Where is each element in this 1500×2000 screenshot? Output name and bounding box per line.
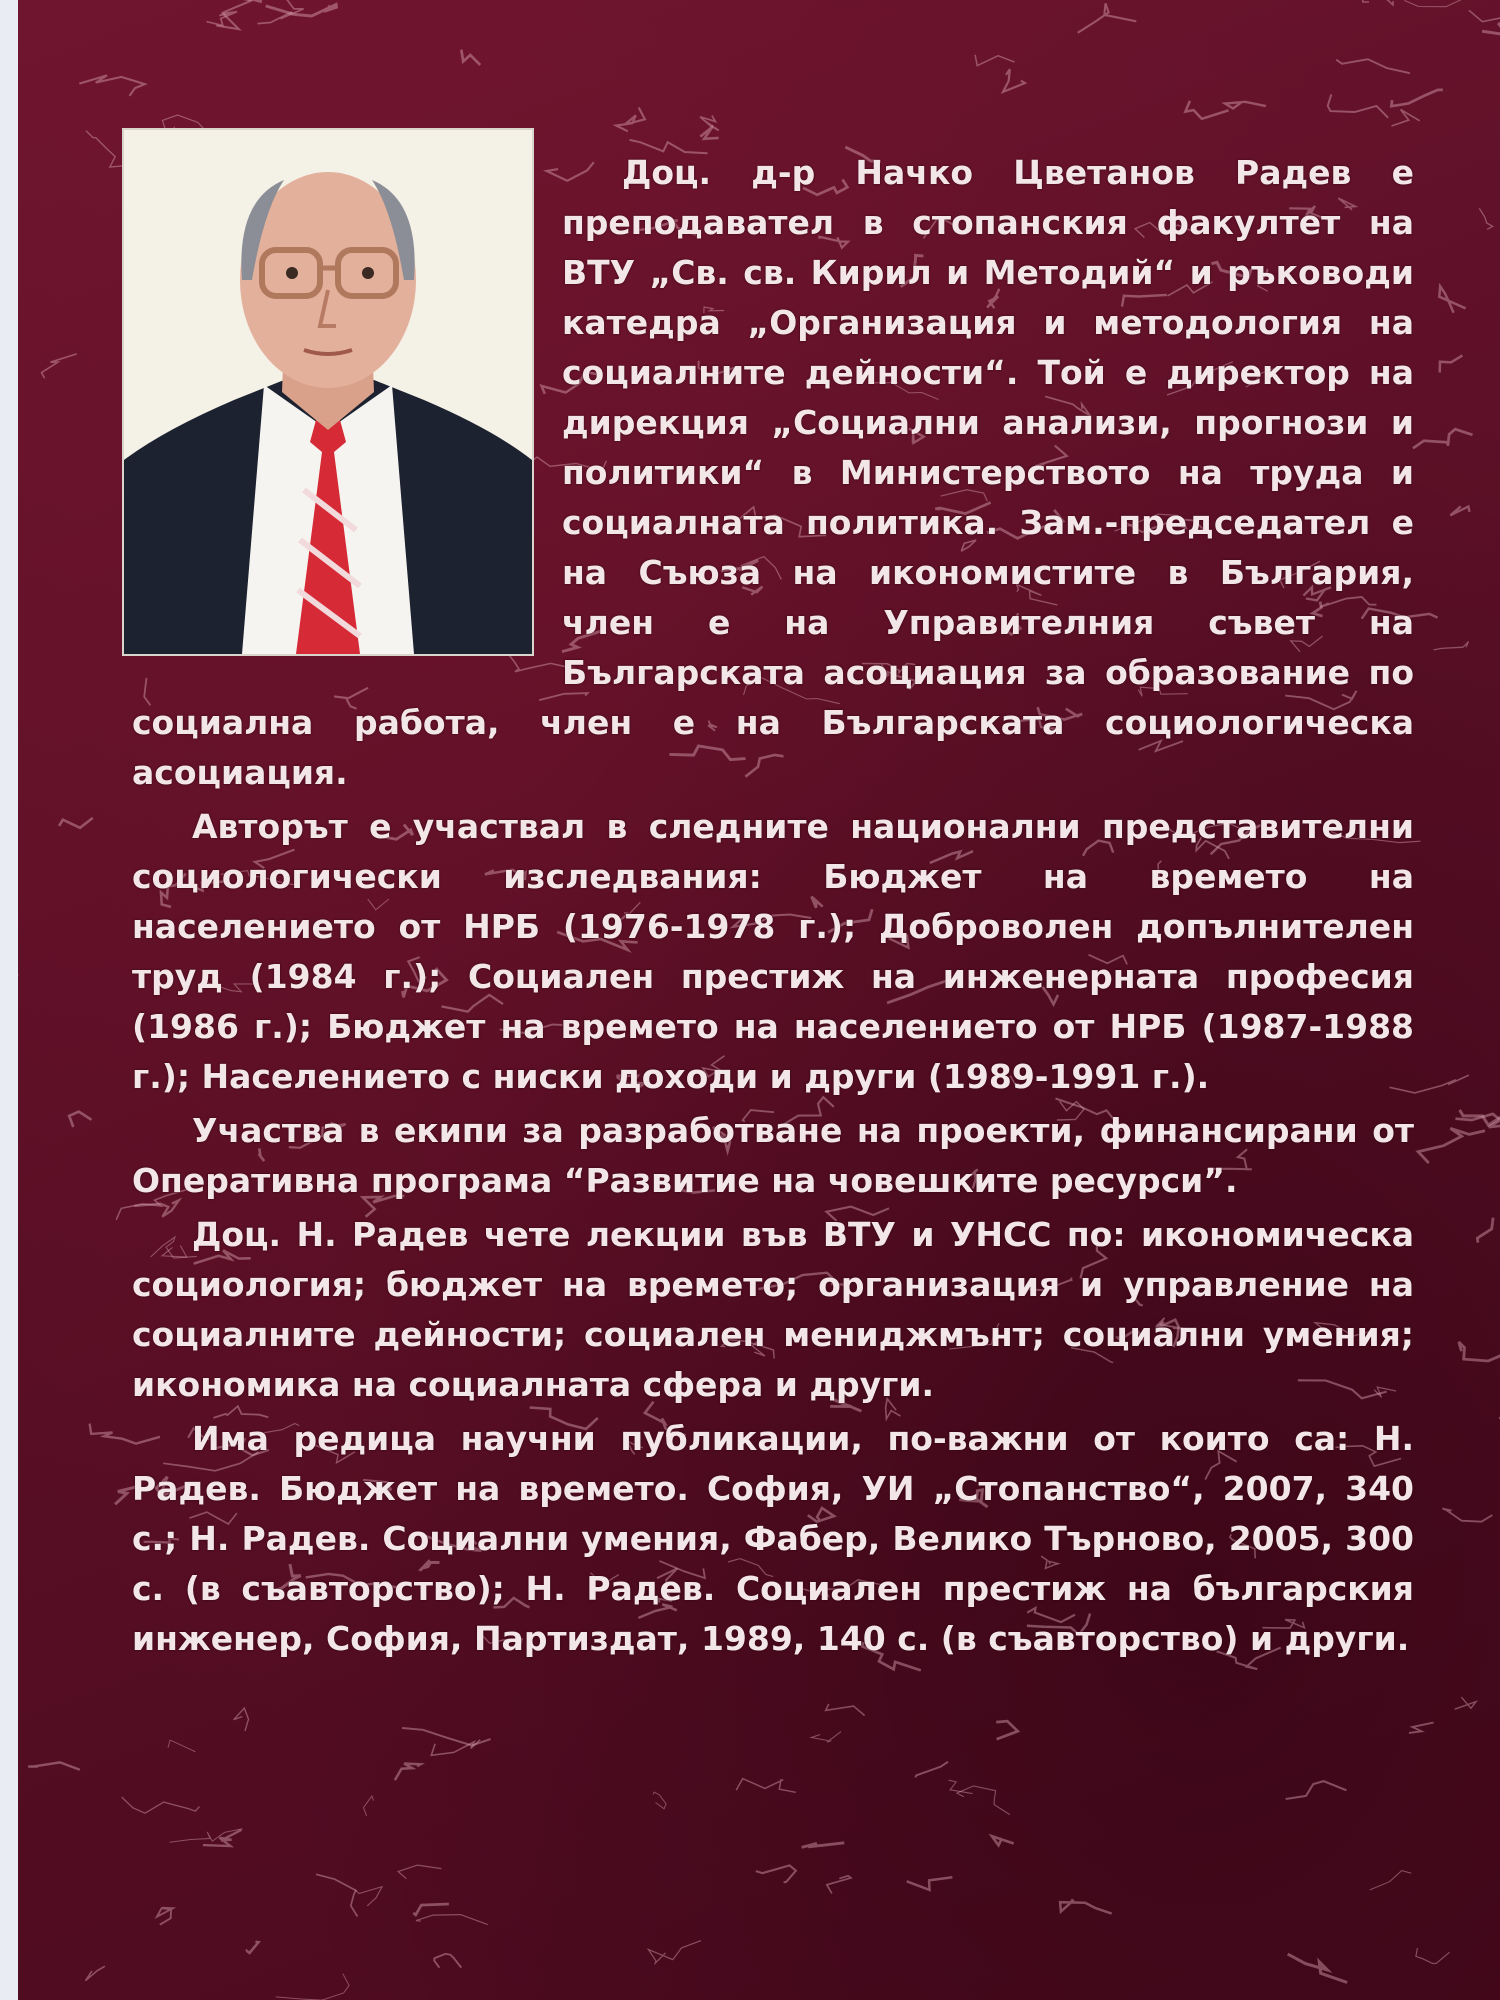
texture-crack [1288,1954,1348,1982]
texture-crack [355,1887,382,1906]
texture-crack [461,50,480,65]
texture-crack [1479,208,1492,229]
texture-crack [157,1908,173,1925]
texture-crack [648,1941,701,1964]
texture-crack [1336,59,1410,73]
texture-crack [1482,22,1500,35]
texture-crack [234,1708,249,1731]
texture-crack [653,1792,666,1809]
texture-crack [122,1797,200,1813]
texture-crack [247,1942,259,1953]
texture-crack [1003,69,1025,92]
texture-crack [364,1796,374,1816]
texture-crack [1286,1781,1347,1799]
texture-crack [975,55,1015,66]
bio-paragraph: Участва в екипи за разработване на проекти, финансирани от Оперативна програма “Развитие на човешките ресурси”. [132,1111,1414,1200]
texture-crack [1391,90,1442,106]
texture-crack [949,1780,973,1793]
texture-crack [1477,1218,1493,1243]
texture-crack [398,1865,441,1879]
texture-crack [811,1732,841,1743]
bio-paragraph: Има редица научни публикации, по-важни от които са: Н. Радев. Бюджет на времето. София, УИ „Стопанство“, 2007, 340 с.; Н. Радев. Социални умения, Фабер, Велико Търново, 2005, 300 с. (в съавторство); Н. Радев. Социален престиж на българския инженер, София, Партиздат, 1989, 140 с. (в съавторство) и други. [132,1419,1414,1658]
texture-crack [826,1704,865,1716]
texture-crack [416,1915,488,1925]
texture-crack [996,1721,1018,1739]
texture-crack [395,1764,421,1781]
texture-crack [168,1740,196,1752]
texture-crack [915,1762,948,1778]
texture-crack [1442,1509,1492,1522]
texture-crack [1404,0,1500,7]
texture-crack [802,1843,845,1848]
book-back-cover [18,0,1500,2000]
texture-crack [992,1836,1014,1845]
texture-crack [69,1112,91,1127]
bio-paragraph: Доц. д-р Начко Цветанов Радев е преподавател в стопанския факултет на ВТУ „Св. св. Кирил и Методий“ и ръководи катедра „Организация и методология на социалните дейности“. Той е директор на дирекция „Социални анализи, прогнози и политики“ в Министерството на труда и социалната политика. Зам.-председател е на Съюза на икономистите в България, член е на Управителния съвет на Българската асоциация за образование по социална работа, член е на Българската социологическа асоциация. [132,153,1414,792]
texture-crack [276,1974,349,2000]
bio-paragraph: Авторът е участвал в следните национални представителни социологически изследвания: Бюджет на времето на населението от НРБ (1976-1978 г.); Доброволен допълнителен труд (1984 г.); Социален престиж на инженерната професия (1986 г.); Бюджет на времето на населението от НРБ (1987-1988 г.); Населението с ниски доходи и други (1989-1991 г.). [132,807,1414,1096]
texture-crack [736,1779,796,1793]
texture-crack [827,1876,851,1894]
texture-crack [907,1877,953,1890]
texture-crack [316,1874,357,1916]
texture-crack [1185,101,1228,119]
texture-crack [1409,1723,1434,1733]
texture-crack [59,818,93,828]
texture-crack [1078,3,1137,33]
texture-crack [1060,1900,1112,1914]
texture-crack [1418,1128,1485,1163]
texture-crack [1459,1342,1500,1361]
texture-crack [1469,10,1500,23]
texture-crack [1416,1948,1450,1964]
texture-crack [203,1830,242,1846]
texture-crack [957,1786,1010,1815]
texture-crack [42,354,77,378]
texture-crack [86,1966,105,1981]
texture-crack [1455,1697,1476,1709]
portrait-spacer [132,128,562,656]
texture-crack [1225,102,1266,109]
texture-crack [413,1904,449,1915]
texture-crack [756,1865,796,1882]
texture-crack [1328,94,1389,118]
texture-crack [1362,0,1394,5]
author-biography [132,148,1414,1668]
texture-crack [28,1762,80,1769]
texture-crack [1392,110,1420,127]
texture-crack [1439,286,1465,312]
texture-crack [1413,429,1473,448]
texture-crack [431,1740,480,1756]
texture-crack [434,1954,461,1968]
texture-crack [1440,355,1463,372]
bio-paragraph: Доц. Н. Радев чете лекции във ВТУ и УНСС по: икономическа социология; бюджет на времето; организация и управление на социалните дейности; социален мениджмънт; социални умения; икономика на социалната сфера и други. [132,1215,1414,1404]
texture-crack [1370,1871,1411,1890]
texture-crack [1434,642,1469,650]
texture-crack [79,75,145,96]
texture-crack [1450,506,1469,515]
texture-crack [616,108,645,132]
